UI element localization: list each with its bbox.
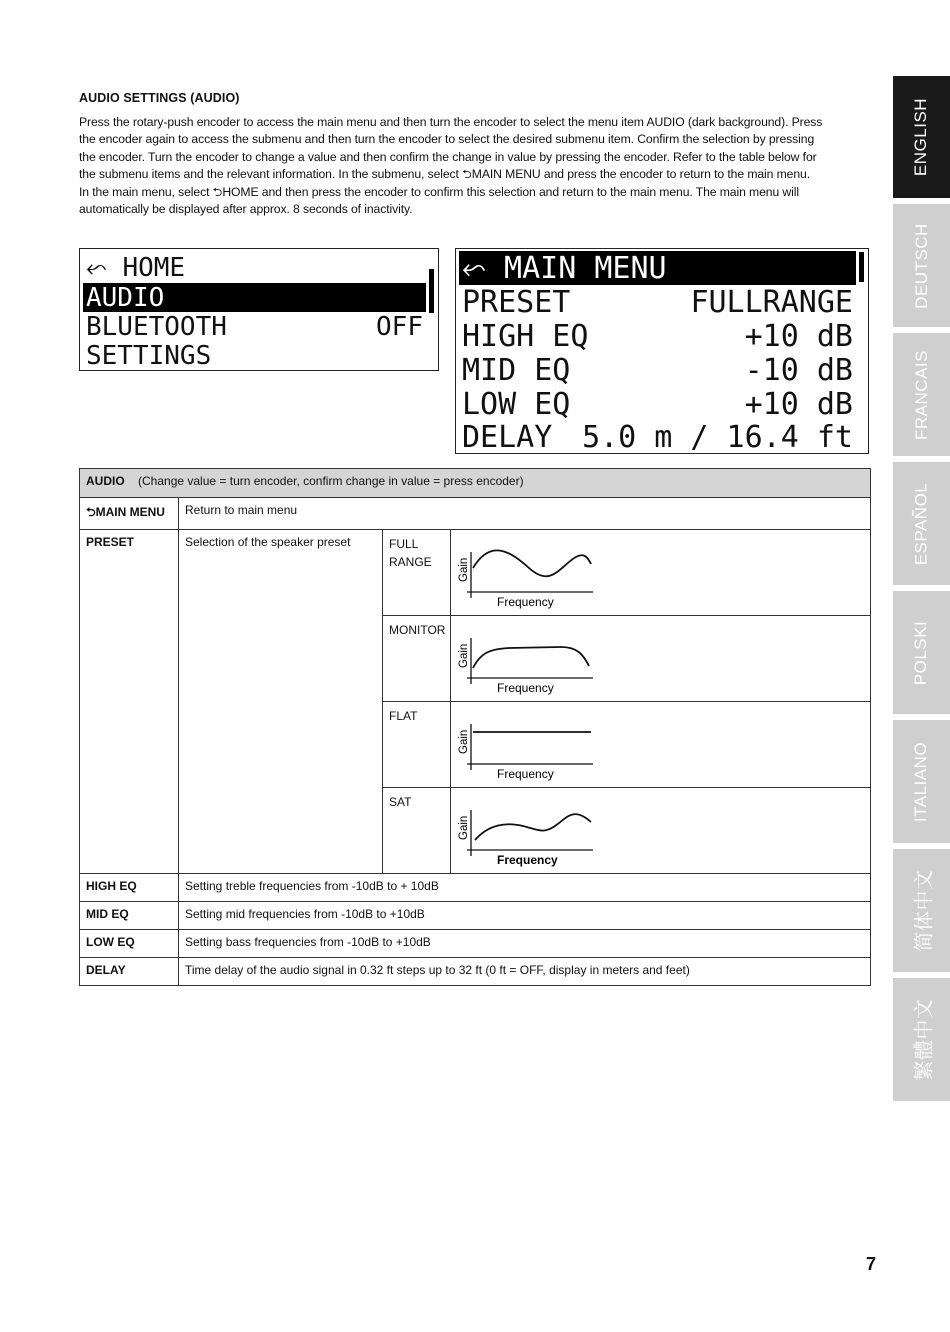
lcd-row-label: ⬿ MAIN MENU [462,250,667,286]
table-row [80,930,871,958]
intro-line: the encoder. Turn the encoder to change a value and then confirm the change in value by pressing the encoder. Refer to the table below for [79,149,817,164]
lcd-audio-menu [455,248,869,454]
tab-label: FRANCAIS [911,349,931,440]
lcd-row-delay [459,420,856,454]
lcd-row-main-menu [459,251,856,285]
row-label: LOW EQ [80,930,179,958]
eq-curve [475,814,591,840]
lcd-row-value: FULLRANGE [690,284,853,320]
lcd-row-mid-eq [459,353,856,387]
intro-line: Press the rotary-push encoder to access the main menu and then turn the encoder to select the menu item AUDIO (dark background). Press [79,115,823,129]
tab-english[interactable] [893,76,950,198]
preset-name-line: RANGE [389,555,432,569]
preset-name-flat [383,702,451,788]
table-row [80,498,871,530]
tab-simplified-chinese[interactable] [893,849,950,972]
tab-italiano[interactable] [893,720,950,843]
tab-deutsch[interactable] [893,204,950,327]
tab-polski[interactable] [893,591,950,714]
preset-name-sat [383,788,451,874]
preset-name-line: SAT [389,795,412,809]
tab-traditional-chinese[interactable] [893,978,950,1101]
lcd-row-label: DELAY [462,419,553,455]
lcd-row-label: BLUETOOTH [86,311,227,342]
intro-line: automatically be displayed after approx. 8 seconds of inactivity. [79,202,413,217]
eq-curve-graph [451,530,870,614]
graph-y-label: Gain [458,643,470,668]
lcd-row-label: AUDIO [86,282,165,313]
lcd-row-value: 5.0 m / 16.4 ft [582,419,853,455]
row-desc-main-menu: Return to main menu [179,498,871,530]
table-header [80,469,871,498]
graph-x-label: Frequency [497,681,554,695]
lcd-row-value: +10 dB [744,318,853,354]
lcd-row-label: LOW EQ [462,386,571,422]
table-row [80,874,871,902]
lcd-row-label: ⬿ HOME [86,253,186,283]
graph-x-label: Frequency [497,595,554,609]
intro-line: the submenu items and the relevant information. In the submenu, select ⮌MAIN MENU and press the encoder to return to the main menu. [79,167,811,182]
lcd-scrollbar [859,252,864,282]
preset-graph-flat [451,702,871,788]
lcd-row-value: +10 dB [744,386,853,422]
lcd-row-value: OFF [376,311,423,342]
preset-graph-sat [451,788,871,874]
tab-francais[interactable] [893,333,950,456]
graph-y-label: Gain [458,729,470,754]
graph-y-label: Gain [458,557,470,582]
audio-settings-table [79,468,871,986]
row-label: DELAY [80,958,179,986]
row-desc: Setting treble frequencies from -10dB to + 10dB [179,874,871,902]
table-row [80,958,871,986]
table-row [80,902,871,930]
eq-curve-graph [451,788,870,872]
preset-name-fullrange [383,530,451,616]
intro-text [79,114,869,218]
row-label: HIGH EQ [80,874,179,902]
tab-espanol[interactable] [893,462,950,585]
lcd-row-value: -10 dB [744,352,853,388]
row-label-preset: PRESET [80,530,179,874]
table-row [80,530,871,616]
lcd-row-preset [459,285,856,319]
preset-graph-monitor [451,616,871,702]
tab-label: ESPAÑOL [911,482,931,565]
row-label: MID EQ [80,902,179,930]
preset-name-monitor [383,616,451,702]
intro-line: In the main menu, select ⮌HOME and then press the encoder to confirm this selection and return to the main menu. The main menu will [79,184,799,199]
lcd-row-label: SETTINGS [86,340,212,371]
lcd-row-bluetooth [83,312,426,341]
row-desc: Setting mid frequencies from -10dB to +10dB [179,902,871,930]
tab-label: ITALIANO [911,741,931,822]
preset-name-line: MONITOR [389,623,446,637]
table-header-note: (Change value = turn encoder, confirm change in value = press encoder) [138,474,524,488]
graph-x-label: Frequency [497,767,554,781]
lcd-row-home [83,254,426,283]
graph-y-label: Gain [458,815,470,840]
tab-label: 繁體中文 [913,998,935,1081]
row-label-main-menu: ⮌MAIN MENU [80,498,179,530]
lcd-row-low-eq [459,387,856,421]
table-header-label: AUDIO [86,474,125,488]
row-desc: Setting bass frequencies from -10dB to +10dB [179,930,871,958]
eq-curve [473,647,589,668]
lcd-row-label: HIGH EQ [462,318,589,354]
lcd-scrollbar [429,269,434,313]
row-desc-preset: Selection of the speaker preset [179,530,383,874]
graph-x-label: Frequency [497,853,558,867]
lcd-main-menu [79,248,439,371]
tab-label: 简体中文 [913,869,935,952]
eq-curve [473,550,591,576]
lcd-row-label: MID EQ [462,352,571,388]
row-desc: Time delay of the audio signal in 0.32 ft steps up to 32 ft (0 ft = OFF, display in meters and feet) [179,958,871,986]
intro-line: the encoder again to access the submenu and then turn the encoder to select the desired submenu item. Confirm the selection by pressing [79,132,815,147]
lcd-row-audio [83,283,426,312]
preset-name-line: FLAT [389,709,418,723]
lcd-row-high-eq [459,319,856,353]
tab-label: ENGLISH [911,97,931,177]
eq-curve-graph [451,702,870,786]
preset-graph-fullrange [451,530,871,616]
lcd-row-settings [83,341,426,370]
tab-label: POLSKI [911,620,931,685]
table-header-row [80,469,871,498]
tab-label: DEUTSCH [911,222,931,309]
page-number: 7 [866,1254,877,1274]
eq-curve-graph [451,616,870,700]
lcd-row-label: PRESET [462,284,571,320]
section-title: AUDIO SETTINGS (AUDIO) [79,91,240,105]
preset-name-line: FULL [389,537,419,551]
